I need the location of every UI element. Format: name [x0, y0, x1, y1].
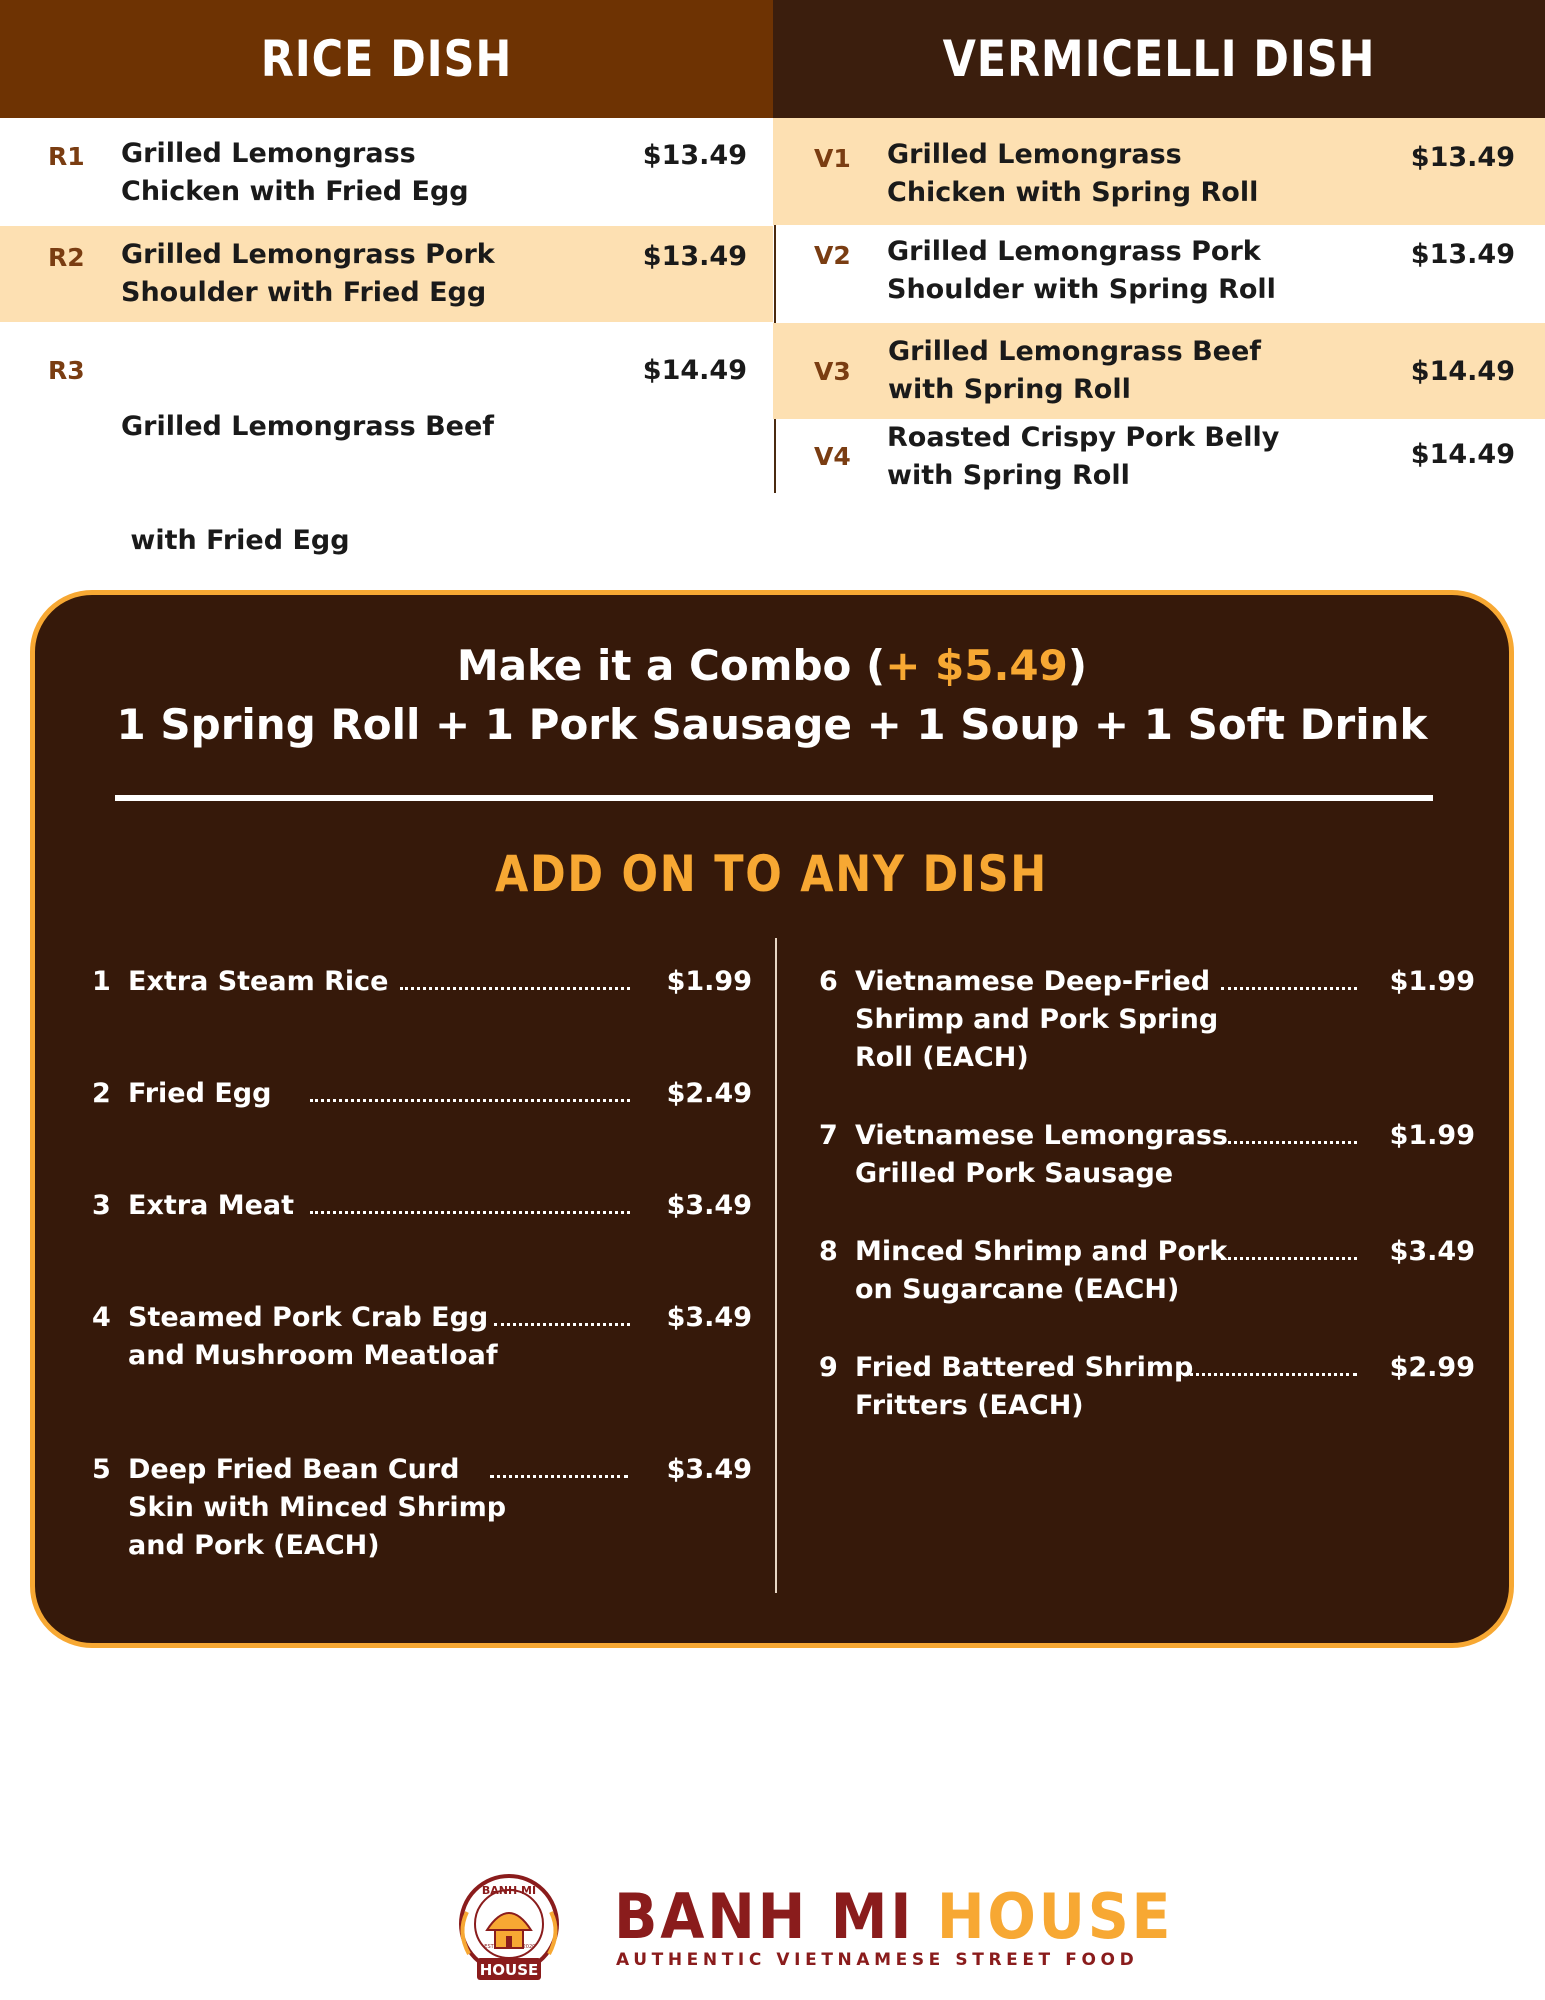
- dish-code: V3: [814, 357, 851, 386]
- addon-number: 5: [92, 1454, 111, 1485]
- dish-name: Grilled Lemongrass Pork Shoulder with Spring Roll: [887, 236, 1276, 305]
- dish-code: V1: [814, 144, 851, 173]
- dot-leader: [494, 1323, 630, 1326]
- dish-price: $13.49: [642, 241, 747, 272]
- addon-name: Minced Shrimp and Pork on Sugarcane (EACH): [855, 1236, 1228, 1305]
- addon-name: Fried Egg: [128, 1078, 272, 1109]
- dish-code: V2: [814, 241, 851, 270]
- addon-number: 2: [92, 1078, 111, 1109]
- dish-price: $13.49: [1410, 239, 1515, 270]
- addon-number: 3: [92, 1190, 111, 1221]
- addon-price: $1.99: [1389, 966, 1475, 997]
- vermicelli-dish-title: VERMICELLI DISH: [942, 30, 1376, 88]
- svg-text:HOUSE: HOUSE: [479, 1961, 539, 1979]
- addon-price: $3.49: [1389, 1236, 1475, 1267]
- combo-items: 1 Spring Roll + 1 Pork Sausage + 1 Soup + 1 Soft Drink: [116, 700, 1428, 749]
- combo-price: + $5.49: [885, 641, 1068, 690]
- addon-number: 4: [92, 1302, 111, 1333]
- dish-code: R1: [48, 142, 85, 171]
- addon-name: Steamed Pork Crab Egg and Mushroom Meatloaf: [128, 1302, 498, 1371]
- addon-price: $3.49: [666, 1454, 752, 1485]
- dish-price: $13.49: [642, 140, 747, 171]
- dish-name: Grilled Lemongrass Beef with Fried Egg: [121, 411, 495, 556]
- addon-name: Vietnamese Lemongrass Grilled Pork Sausage: [855, 1120, 1228, 1189]
- dish-name: Grilled Lemongrass Chicken with Spring Roll: [887, 139, 1259, 208]
- addon-number: 7: [819, 1120, 838, 1151]
- dish-row-r2: [0, 226, 773, 322]
- svg-text:EST: EST: [484, 1944, 494, 1950]
- dish-code: V4: [814, 442, 851, 471]
- addon-price: $1.99: [666, 966, 752, 997]
- addon-price: $1.99: [1389, 1120, 1475, 1151]
- dot-leader: [1183, 1373, 1357, 1376]
- banh-mi-house-logo: [447, 1872, 567, 1984]
- dot-leader: [490, 1475, 628, 1478]
- brand-tagline: AUTHENTIC VIETNAMESE STREET FOOD: [616, 1950, 1139, 1970]
- dish-price: $14.49: [642, 355, 747, 386]
- dish-name: Grilled Lemongrass Pork Shoulder with Fried Egg: [121, 239, 495, 308]
- dish-row-v2: [773, 225, 1545, 323]
- dish-code: R2: [48, 243, 85, 272]
- dot-leader: [1221, 987, 1357, 990]
- dish-name: Grilled Lemongrass Chicken with Fried Egg: [121, 138, 469, 207]
- svg-text:BANH MI: BANH MI: [481, 1884, 537, 1897]
- addon-price: $3.49: [666, 1190, 752, 1221]
- combo-title: Make it a Combo (+ $5.49): [456, 641, 1088, 690]
- logo-mark-icon: [447, 1872, 567, 1984]
- addon-number: 1: [92, 966, 111, 997]
- addon-name: Extra Meat: [128, 1190, 295, 1221]
- rice-dish-column: [0, 0, 773, 556]
- addon-number: 6: [819, 966, 838, 997]
- dish-row-v4: [773, 419, 1545, 509]
- panel-divider: [115, 795, 1433, 801]
- addon-name: Deep Fried Bean Curd Skin with Minced Shrimp and Pork (EACH): [128, 1454, 507, 1561]
- addon-price: $3.49: [666, 1302, 752, 1333]
- dish-name: Grilled Lemongrass Beef with Spring Roll: [888, 336, 1262, 405]
- dish-code: R3: [48, 356, 85, 385]
- dish-row-v3: [773, 323, 1545, 419]
- addon-name: Extra Steam Rice: [128, 966, 389, 997]
- dot-leader: [400, 987, 630, 990]
- dish-row-r1: [0, 118, 773, 226]
- dish-price: $14.49: [1410, 439, 1515, 470]
- vermicelli-dish-column: [773, 0, 1545, 509]
- dot-leader: [1221, 1257, 1357, 1260]
- addon-name: Vietnamese Deep-Fried Shrimp and Pork Spring Roll (EACH): [855, 966, 1219, 1073]
- addon-name: Fried Battered Shrimp Fritters (EACH): [855, 1352, 1194, 1421]
- combo-addon-panel: [30, 590, 1514, 1648]
- addon-column-divider: [775, 938, 777, 1593]
- dish-row-v1: [773, 118, 1545, 225]
- dish-name: Roasted Crispy Pork Belly with Spring Roll: [887, 422, 1280, 491]
- dot-leader: [310, 1099, 630, 1102]
- dot-leader: [1221, 1141, 1357, 1144]
- dish-price: $14.49: [1410, 356, 1515, 387]
- addon-price: $2.99: [1389, 1352, 1475, 1383]
- svg-text:2020: 2020: [522, 1944, 536, 1950]
- addon-number: 8: [819, 1236, 838, 1267]
- dot-leader: [310, 1211, 630, 1214]
- addon-price: $2.49: [666, 1078, 752, 1109]
- rice-dish-title: RICE DISH: [260, 30, 513, 88]
- addon-title: ADD ON TO ANY DISH: [495, 845, 1049, 903]
- menu-columns: [0, 0, 1545, 556]
- brand-name: BANH MI HOUSE: [614, 1880, 1174, 1953]
- dish-price: $13.49: [1410, 142, 1515, 173]
- addon-number: 9: [819, 1352, 838, 1383]
- dish-row-r3: [0, 322, 773, 556]
